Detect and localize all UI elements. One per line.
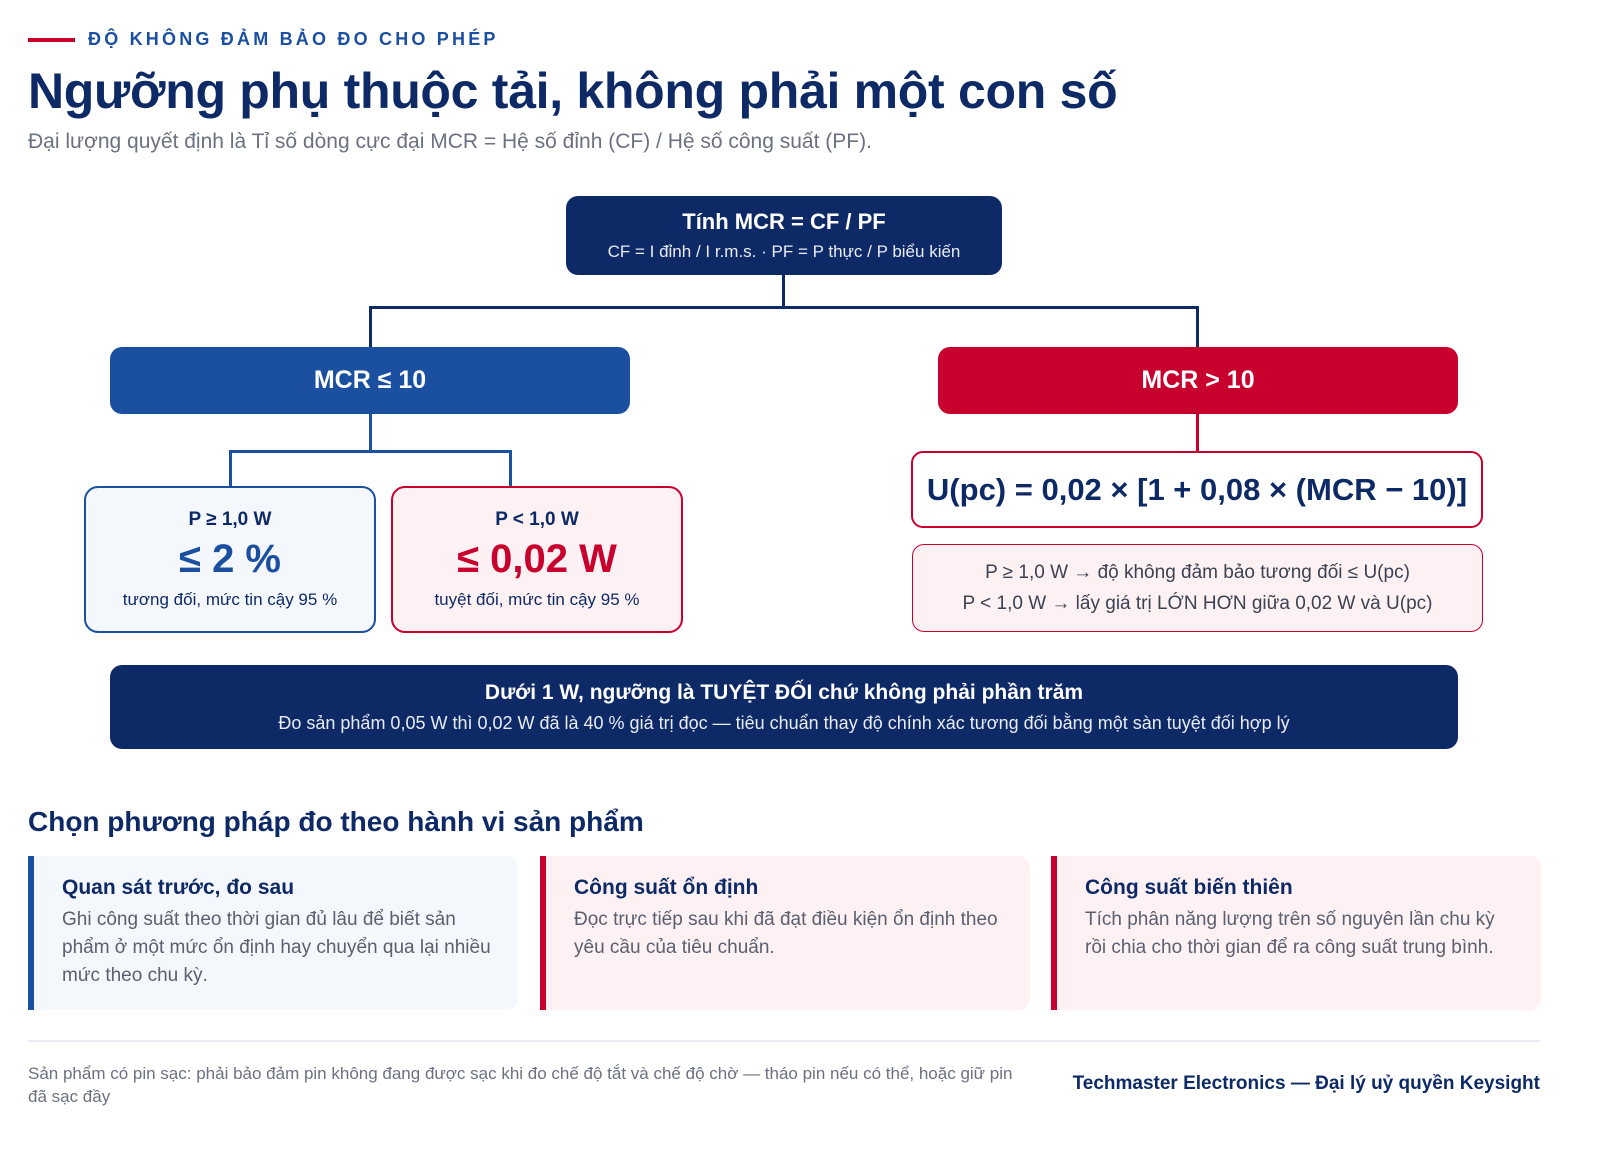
root-node-title: Tính MCR = CF / PF (682, 209, 886, 234)
method-card-body: Tích phân năng lượng trên số nguyên lần chu kỳ rồi chia cho thời gian để ra công suất trung bình. (1085, 909, 1495, 958)
leaf-value: ≤ 0,02 W (457, 537, 617, 581)
leaf-condition: P ≥ 1,0 W (188, 509, 272, 530)
branch-mcr-gt-10: MCR > 10 (938, 347, 1458, 414)
method-card-varying (1051, 856, 1541, 1010)
leaf-absolute-threshold (391, 486, 683, 633)
method-card-title: Quan sát trước, đo sau (62, 876, 295, 899)
eyebrow-label: ĐỘ KHÔNG ĐẢM BẢO ĐO CHO PHÉP (88, 29, 499, 49)
upc-rules-box (912, 544, 1483, 632)
connector-root-right-drop (1196, 306, 1199, 347)
eyebrow-accent-line (28, 38, 75, 42)
upc-formula-box: U(pc) = 0,02 × [1 + 0,08 × (MCR − 10)] (911, 451, 1483, 528)
connector-left-leaf1-drop (229, 450, 232, 486)
connector-left-horizontal (229, 450, 512, 453)
connector-left-stem (369, 414, 372, 452)
footer-divider (28, 1040, 1540, 1042)
page-subtitle: Đại lượng quyết định là Tỉ số dòng cực đại MCR = Hệ số đỉnh (CF) / Hệ số công suất (PF). (28, 130, 872, 153)
method-card-body: Đọc trực tiếp sau khi đã đạt điều kiện ổn định theo yêu cầu của tiêu chuẩn. (574, 909, 998, 958)
leaf-relative-threshold (84, 486, 376, 633)
footer-brand: Techmaster Electronics — Đại lý uỷ quyền Keysight (1072, 1073, 1540, 1094)
leaf-note: tương đối, mức tin cậy 95 % (122, 590, 338, 609)
branch-mcr-le-10: MCR ≤ 10 (110, 347, 630, 414)
leaf-note: tuyệt đối, mức tin cậy 95 % (434, 590, 640, 609)
method-card-body: Ghi công suất theo thời gian đủ lâu để biết sản phẩm ở một mức ổn định hay chuyển qua lại nhiều mức theo chu kỳ. (62, 909, 491, 986)
connector-root-stem (782, 275, 785, 308)
root-node-subtitle: CF = I đỉnh / I r.m.s. · PF = P thực / P biểu kiến (607, 242, 961, 261)
connector-right-stem (1196, 414, 1199, 451)
leaf-condition: P < 1,0 W (495, 509, 579, 530)
banner-title: Dưới 1 W, ngưỡng là TUYỆT ĐỐI chứ không phải phần trăm (484, 680, 1084, 704)
upc-rule-item: P < 1,0 W → lấy giá trị LỚN HƠN giữa 0,02 W và U(pc) (962, 592, 1433, 614)
method-card-observe (28, 856, 518, 1010)
banner-subtitle: Đo sản phẩm 0,05 W thì 0,02 W đã là 40 % giá trị đọc — tiêu chuẩn thay độ chính xác tương đối bằng một sàn tuyệt đối hợp lý (278, 712, 1290, 733)
leaf-value: ≤ 2 % (179, 537, 281, 581)
upc-rule-item: P ≥ 1,0 W → độ không đảm bảo tương đối ≤ U(pc) (985, 561, 1410, 583)
footer-note: Sản phẩm có pin sạc: phải bảo đảm pin không đang được sạc khi đo chế độ tắt và chế độ chờ — tháo pin nếu có thể, hoặc giữ pin đã sạc đầy (28, 1064, 1013, 1106)
connector-root-left-drop (369, 306, 372, 347)
connector-root-horizontal (369, 306, 1199, 309)
method-card-title: Công suất biến thiên (1085, 876, 1293, 899)
root-node-mcr (566, 196, 1002, 275)
method-card-steady (540, 856, 1030, 1010)
connector-left-leaf2-drop (509, 450, 512, 486)
absolute-threshold-banner (110, 665, 1458, 749)
page-title: Ngưỡng phụ thuộc tải, không phải một con số (28, 63, 1118, 119)
methods-section-title: Chọn phương pháp đo theo hành vi sản phẩm (28, 806, 644, 837)
method-card-title: Công suất ổn định (574, 876, 759, 899)
